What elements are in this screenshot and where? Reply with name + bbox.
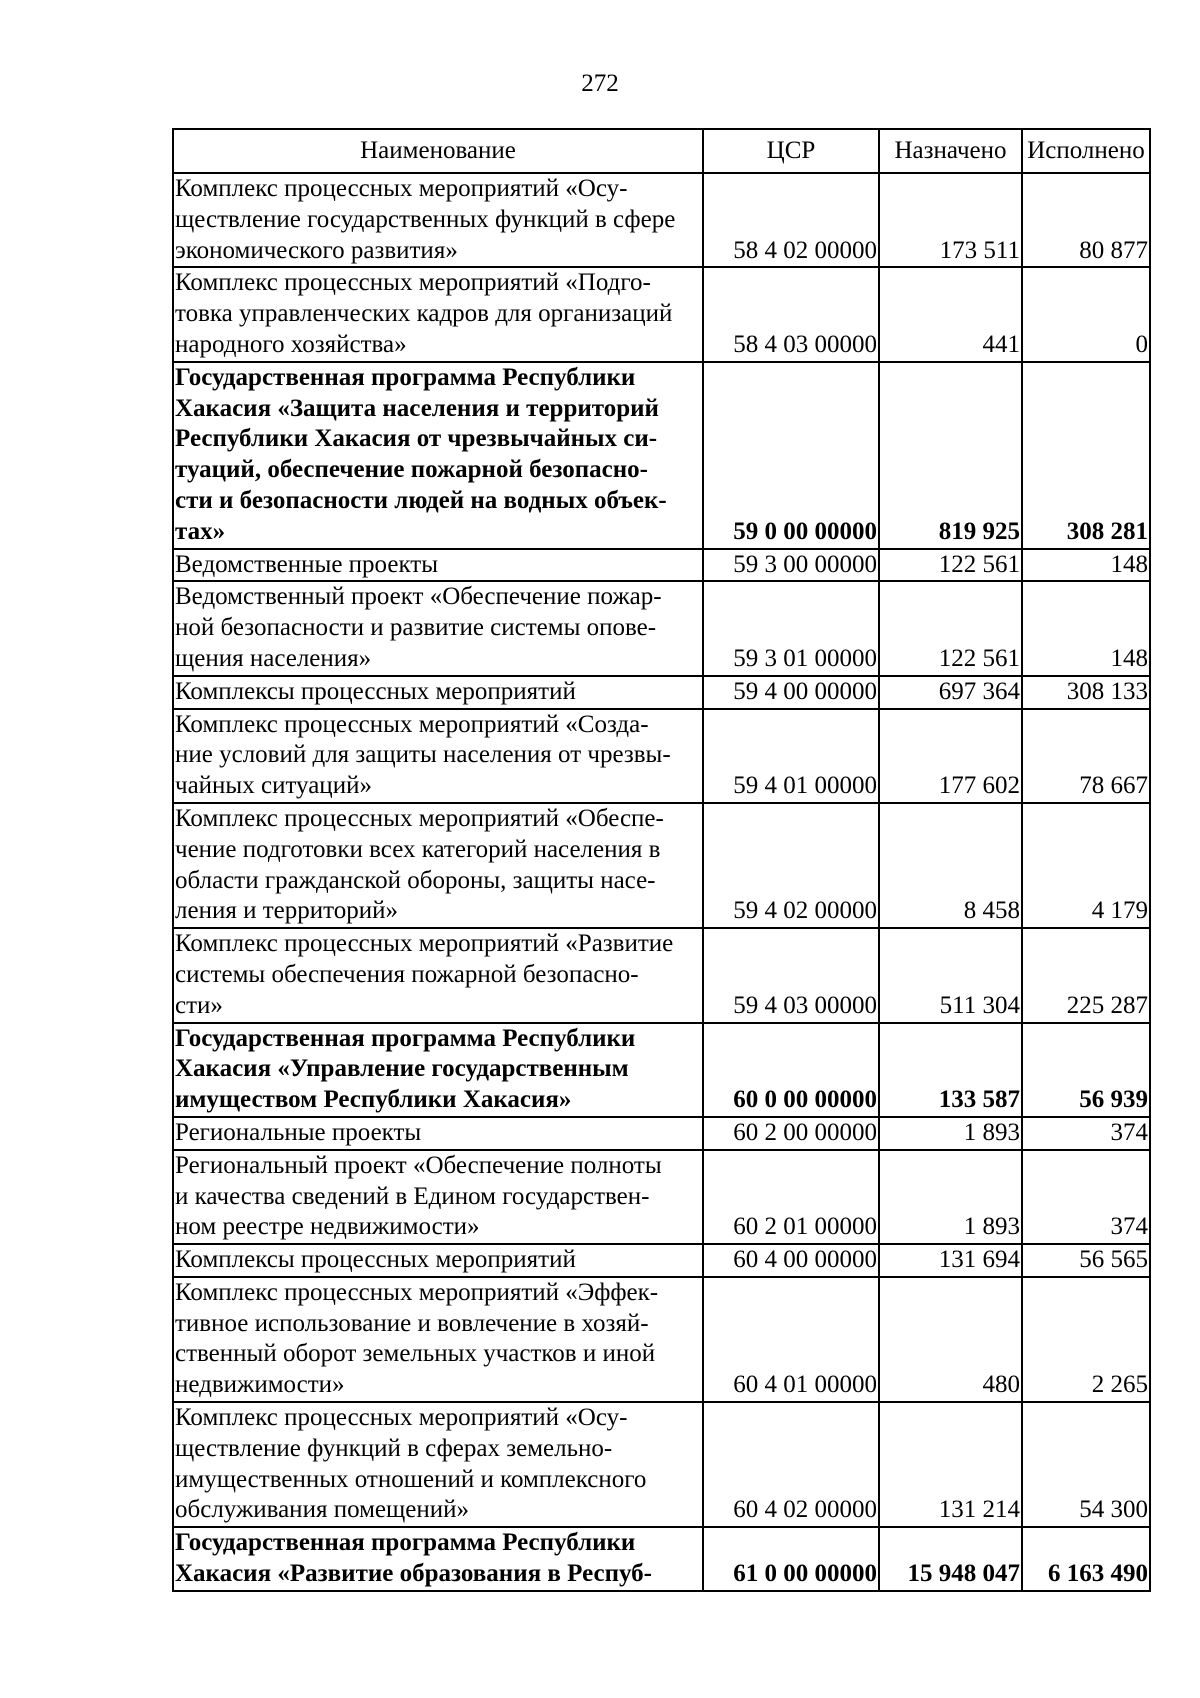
row-assigned-cell: 131 694	[879, 1244, 1022, 1277]
row-assigned-cell: 131 214	[879, 1402, 1022, 1527]
row-name-cell: Государственная программа Республики Хакасия «Защита населения и территорий Республики Хакасия от чрезвычайных си- туаций, обеспечение пожарной безопасно- сти и безопасности людей на водных объек- тах»	[173, 362, 703, 549]
row-assigned-cell: 441	[879, 267, 1022, 361]
row-executed-cell: 78 667	[1022, 709, 1150, 803]
row-csr-cell: 60 4 00 00000	[703, 1244, 879, 1277]
row-assigned-cell: 697 364	[879, 676, 1022, 709]
row-name-cell: Региональные проекты	[173, 1117, 703, 1150]
row-name-cell: Комплекс процессных мероприятий «Подго- товка управленческих кадров для организаций народного хозяйства»	[173, 267, 703, 361]
table-body	[173, 173, 1150, 1591]
row-name-cell: Комплекс процессных мероприятий «Созда- ние условий для защиты населения от чрезвы- чайных ситуаций»	[173, 709, 703, 803]
row-executed-cell: 56 939	[1022, 1023, 1150, 1117]
row-name-cell: Региональный проект «Обеспечение полноты и качества сведений в Едином государствен- ном реестре недвижимости»	[173, 1150, 703, 1244]
table-row	[173, 581, 1150, 675]
row-name-cell: Комплексы процессных мероприятий	[173, 1244, 703, 1277]
table-row	[173, 1023, 1150, 1117]
row-executed-cell: 308 281	[1022, 362, 1150, 549]
row-assigned-cell: 173 511	[879, 173, 1022, 267]
row-assigned-cell: 177 602	[879, 709, 1022, 803]
row-assigned-cell: 819 925	[879, 362, 1022, 549]
table-row	[173, 1244, 1150, 1277]
row-executed-cell: 6 163 490	[1022, 1527, 1150, 1591]
row-assigned-cell: 133 587	[879, 1023, 1022, 1117]
row-assigned-cell: 1 893	[879, 1150, 1022, 1244]
row-csr-cell: 60 2 01 00000	[703, 1150, 879, 1244]
row-executed-cell: 225 287	[1022, 928, 1150, 1022]
table-row	[173, 549, 1150, 582]
row-csr-cell: 60 0 00 00000	[703, 1023, 879, 1117]
row-assigned-cell: 15 948 047	[879, 1527, 1022, 1591]
row-name-cell: Комплекс процессных мероприятий «Осу- ществление функций в сферах земельно- имущественных отношений и комплексного обслуживания помещений»	[173, 1402, 703, 1527]
row-name-cell: Государственная программа Республики Хакасия «Развитие образования в Респуб-	[173, 1527, 703, 1591]
header-csr: ЦСР	[703, 129, 879, 173]
table-row	[173, 1117, 1150, 1150]
row-executed-cell: 56 565	[1022, 1244, 1150, 1277]
table-row	[173, 928, 1150, 1022]
table-row	[173, 173, 1150, 267]
row-name-cell: Ведомственный проект «Обеспечение пожар- ной безопасности и развитие системы опове- щения населения»	[173, 581, 703, 675]
row-csr-cell: 60 2 00 00000	[703, 1117, 879, 1150]
table-row	[173, 709, 1150, 803]
row-csr-cell: 60 4 01 00000	[703, 1277, 879, 1402]
header-executed: Исполнено	[1022, 129, 1150, 173]
header-assigned: Назначено	[879, 129, 1022, 173]
row-csr-cell: 61 0 00 00000	[703, 1527, 879, 1591]
row-executed-cell: 54 300	[1022, 1402, 1150, 1527]
row-name-cell: Комплекс процессных мероприятий «Обеспе- чение подготовки всех категорий населения в области гражданской обороны, защиты насе- ления и территорий»	[173, 803, 703, 928]
row-csr-cell: 58 4 02 00000	[703, 173, 879, 267]
row-executed-cell: 80 877	[1022, 173, 1150, 267]
row-csr-cell: 59 4 01 00000	[703, 709, 879, 803]
row-assigned-cell: 8 458	[879, 803, 1022, 928]
budget-table	[172, 128, 1151, 1592]
table-row	[173, 1527, 1150, 1591]
table-row	[173, 1277, 1150, 1402]
row-name-cell: Комплекс процессных мероприятий «Развитие системы обеспечения пожарной безопасно- сти»	[173, 928, 703, 1022]
row-name-cell: Государственная программа Республики Хакасия «Управление государственным имуществом Республики Хакасия»	[173, 1023, 703, 1117]
row-assigned-cell: 480	[879, 1277, 1022, 1402]
row-csr-cell: 60 4 02 00000	[703, 1402, 879, 1527]
row-executed-cell: 374	[1022, 1117, 1150, 1150]
row-csr-cell: 59 4 02 00000	[703, 803, 879, 928]
row-assigned-cell: 122 561	[879, 549, 1022, 582]
row-name-cell: Комплекс процессных мероприятий «Эффек- тивное использование и вовлечение в хозяй- ственный оборот земельных участков и иной недвижимости»	[173, 1277, 703, 1402]
row-executed-cell: 2 265	[1022, 1277, 1150, 1402]
table-row	[173, 676, 1150, 709]
table-row	[173, 1150, 1150, 1244]
row-csr-cell: 58 4 03 00000	[703, 267, 879, 361]
page-number: 272	[581, 70, 619, 97]
table-row	[173, 362, 1150, 549]
row-executed-cell: 374	[1022, 1150, 1150, 1244]
row-csr-cell: 59 0 00 00000	[703, 362, 879, 549]
row-csr-cell: 59 3 01 00000	[703, 581, 879, 675]
row-csr-cell: 59 4 00 00000	[703, 676, 879, 709]
row-assigned-cell: 1 893	[879, 1117, 1022, 1150]
row-executed-cell: 0	[1022, 267, 1150, 361]
row-executed-cell: 308 133	[1022, 676, 1150, 709]
row-executed-cell: 4 179	[1022, 803, 1150, 928]
row-assigned-cell: 122 561	[879, 581, 1022, 675]
row-name-cell: Ведомственные проекты	[173, 549, 703, 582]
header-name: Наименование	[173, 129, 703, 173]
row-csr-cell: 59 3 00 00000	[703, 549, 879, 582]
row-assigned-cell: 511 304	[879, 928, 1022, 1022]
row-csr-cell: 59 4 03 00000	[703, 928, 879, 1022]
table-row	[173, 267, 1150, 361]
row-name-cell: Комплекс процессных мероприятий «Осу- ществление государственных функций в сфере экономического развития»	[173, 173, 703, 267]
table-row	[173, 803, 1150, 928]
row-executed-cell: 148	[1022, 549, 1150, 582]
table-header-row	[173, 129, 1150, 173]
row-name-cell: Комплексы процессных мероприятий	[173, 676, 703, 709]
table-row	[173, 1402, 1150, 1527]
row-executed-cell: 148	[1022, 581, 1150, 675]
